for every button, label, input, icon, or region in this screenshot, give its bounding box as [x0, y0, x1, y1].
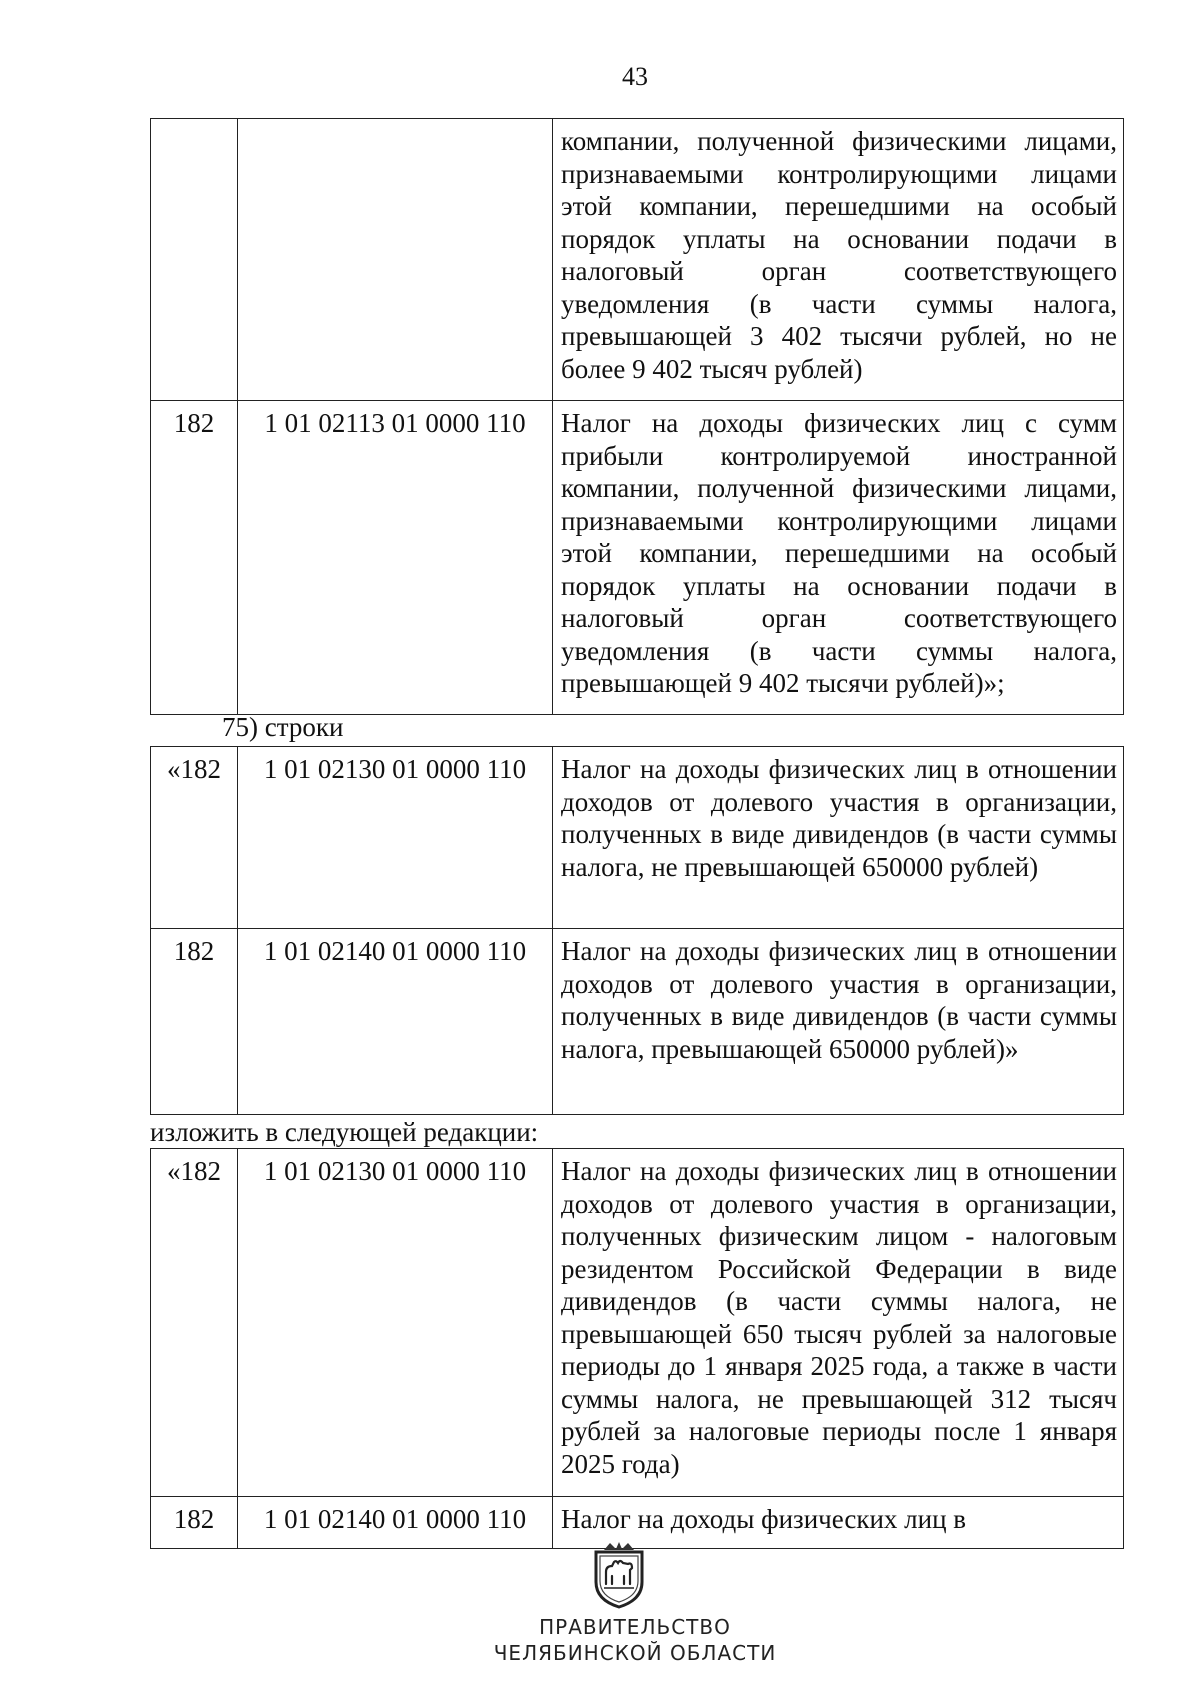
table-row — [151, 929, 1124, 1115]
kbk-table-continued — [150, 118, 1124, 715]
kbk-cell: 1 01 02130 01 0000 110 — [238, 747, 553, 929]
table-row — [151, 119, 1124, 401]
code-cell: 182 — [151, 401, 238, 715]
code-cell — [151, 119, 238, 401]
code-cell: «182 — [151, 1149, 238, 1497]
code-cell: 182 — [151, 929, 238, 1115]
code-cell: «182 — [151, 747, 238, 929]
page-number: 43 — [622, 62, 648, 91]
kbk-cell: 1 01 02113 01 0000 110 — [238, 401, 553, 715]
footer-org-line1: ПРАВИТЕЛЬСТВО — [539, 1615, 731, 1639]
chelyabinsk-coat-of-arms-icon — [590, 1540, 648, 1610]
description-cell: Налог на доходы физических лиц в отношении доходов от долевого участия в организации, полученных физическим лицом - налоговым резидентом Российской Федерации в виде дивидендов (в части суммы налога, не превышающей 650 тысяч рублей за налоговые периоды до 1 января 2025 года, а также в части суммы налога, не превышающей 312 тысяч рублей за налоговые периоды после 1 января 2025 года) — [553, 1149, 1124, 1497]
table-row — [151, 747, 1124, 929]
redaction-label: изложить в следующей редакции: — [150, 1117, 539, 1147]
kbk-cell — [238, 119, 553, 401]
kbk-table-old-rows — [150, 746, 1124, 1115]
description-cell: компании, полученной физическими лицами, признаваемыми контролирующими лицами этой компании, перешедшими на особый порядок уплаты на основании подачи в налоговый орган соответствующего уведомления (в части суммы налога, превышающей 3 402 тысячи рублей, но не более 9 402 тысяч рублей) — [553, 119, 1124, 401]
kbk-cell: 1 01 02140 01 0000 110 — [238, 1497, 553, 1549]
footer-org-line2: ЧЕЛЯБИНСКОЙ ОБЛАСТИ — [493, 1641, 777, 1665]
table-row — [151, 1149, 1124, 1497]
item-75-label: 75) строки — [222, 712, 344, 742]
kbk-table-new-rows — [150, 1148, 1124, 1549]
description-cell: Налог на доходы физических лиц в — [553, 1497, 1124, 1549]
kbk-cell: 1 01 02140 01 0000 110 — [238, 929, 553, 1115]
table-row — [151, 401, 1124, 715]
description-cell: Налог на доходы физических лиц с сумм прибыли контролируемой иностранной компании, полученной физическими лицами, признаваемыми контролирующими лицами этой компании, перешедшими на особый порядок уплаты на основании подачи в налоговый орган соответствующего уведомления (в части суммы налога, превышающей 9 402 тысячи рублей)»; — [553, 401, 1124, 715]
description-cell: Налог на доходы физических лиц в отношении доходов от долевого участия в организации, полученных в виде дивидендов (в части суммы налога, превышающей 650000 рублей)» — [553, 929, 1124, 1115]
code-cell: 182 — [151, 1497, 238, 1549]
kbk-cell: 1 01 02130 01 0000 110 — [238, 1149, 553, 1497]
description-cell: Налог на доходы физических лиц в отношении доходов от долевого участия в организации, полученных в виде дивидендов (в части суммы налога, не превышающей 650000 рублей) — [553, 747, 1124, 929]
